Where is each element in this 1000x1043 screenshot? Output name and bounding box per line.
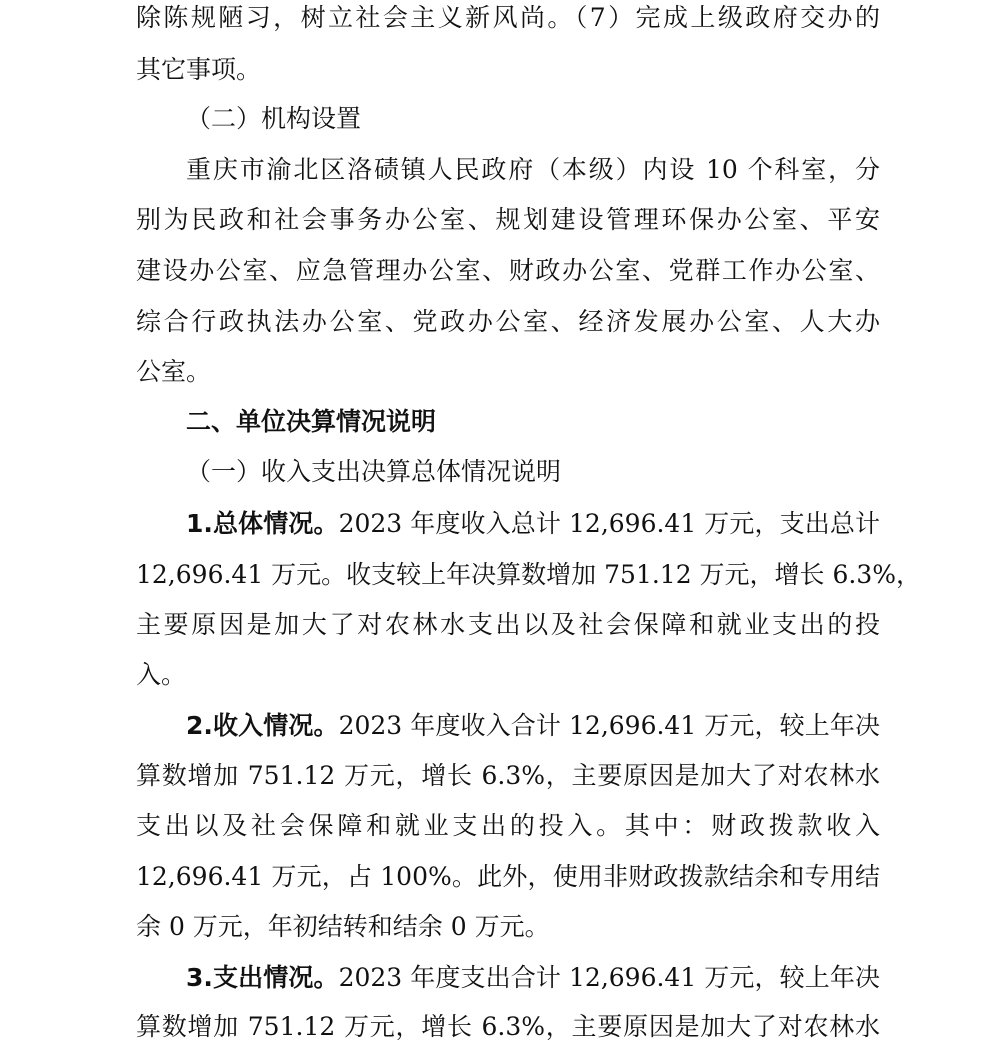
paragraph-lead-expenditure: 3.支出情况。 bbox=[186, 963, 339, 992]
subsection-heading-overview: （一）收入支出决算总体情况说明 bbox=[186, 457, 562, 486]
body-text-line: 其它事项。 bbox=[136, 55, 262, 84]
paragraph-income-line bbox=[186, 711, 880, 741]
body-text-line: 12,696.41 万元，占 100%。此外，使用非财政拨款结余和专用结 bbox=[136, 862, 880, 891]
body-text-line: 12,696.41 万元。收支较上年决算数增加 751.12 万元，增长 6.3%， bbox=[136, 560, 922, 589]
body-text-line: 入。 bbox=[136, 660, 187, 689]
paragraph-lead-income: 2.收入情况。 bbox=[186, 711, 339, 740]
section-heading-final-accounts: 二、单位决算情况说明 bbox=[186, 407, 437, 436]
body-text-line: 重庆市渝北区洛碛镇人民政府（本级）内设 10 个科室，分 bbox=[186, 155, 880, 184]
paragraph-text: 2023 年度收入合计 12,696.41 万元，较上年决 bbox=[338, 711, 880, 740]
paragraph-lead-overall: 1.总体情况。 bbox=[186, 509, 339, 538]
body-text-line: 算数增加 751.12 万元，增长 6.3%，主要原因是加大了对农林水 bbox=[136, 1012, 880, 1041]
body-text-line: 除陈规陋习，树立社会主义新风尚。（7）完成上级政府交办的 bbox=[136, 3, 880, 32]
body-text-line: 主要原因是加大了对农林水支出以及社会保障和就业支出的投 bbox=[136, 610, 880, 639]
body-text-line: 算数增加 751.12 万元，增长 6.3%，主要原因是加大了对农林水 bbox=[136, 761, 880, 790]
section-heading-institution: （二）机构设置 bbox=[186, 104, 362, 133]
body-text-line: 建设办公室、应急管理办公室、财政办公室、党群工作办公室、 bbox=[136, 256, 880, 285]
paragraph-expenditure-line bbox=[186, 963, 880, 993]
paragraph-text: 2023 年度支出合计 12,696.41 万元，较上年决 bbox=[338, 963, 880, 992]
body-text-line: 余 0 万元，年初结转和结余 0 万元。 bbox=[136, 912, 550, 941]
paragraph-overall-line bbox=[186, 509, 880, 539]
paragraph-text: 2023 年度收入总计 12,696.41 万元，支出总计 bbox=[338, 509, 880, 538]
body-text-line: 支出以及社会保障和就业支出的投入。其中：财政拨款收入 bbox=[136, 811, 880, 840]
body-text-line: 综合行政执法办公室、党政办公室、经济发展办公室、人大办 bbox=[136, 307, 880, 336]
body-text-line: 公室。 bbox=[136, 357, 212, 386]
body-text-line: 别为民政和社会事务办公室、规划建设管理环保办公室、平安 bbox=[136, 205, 880, 234]
